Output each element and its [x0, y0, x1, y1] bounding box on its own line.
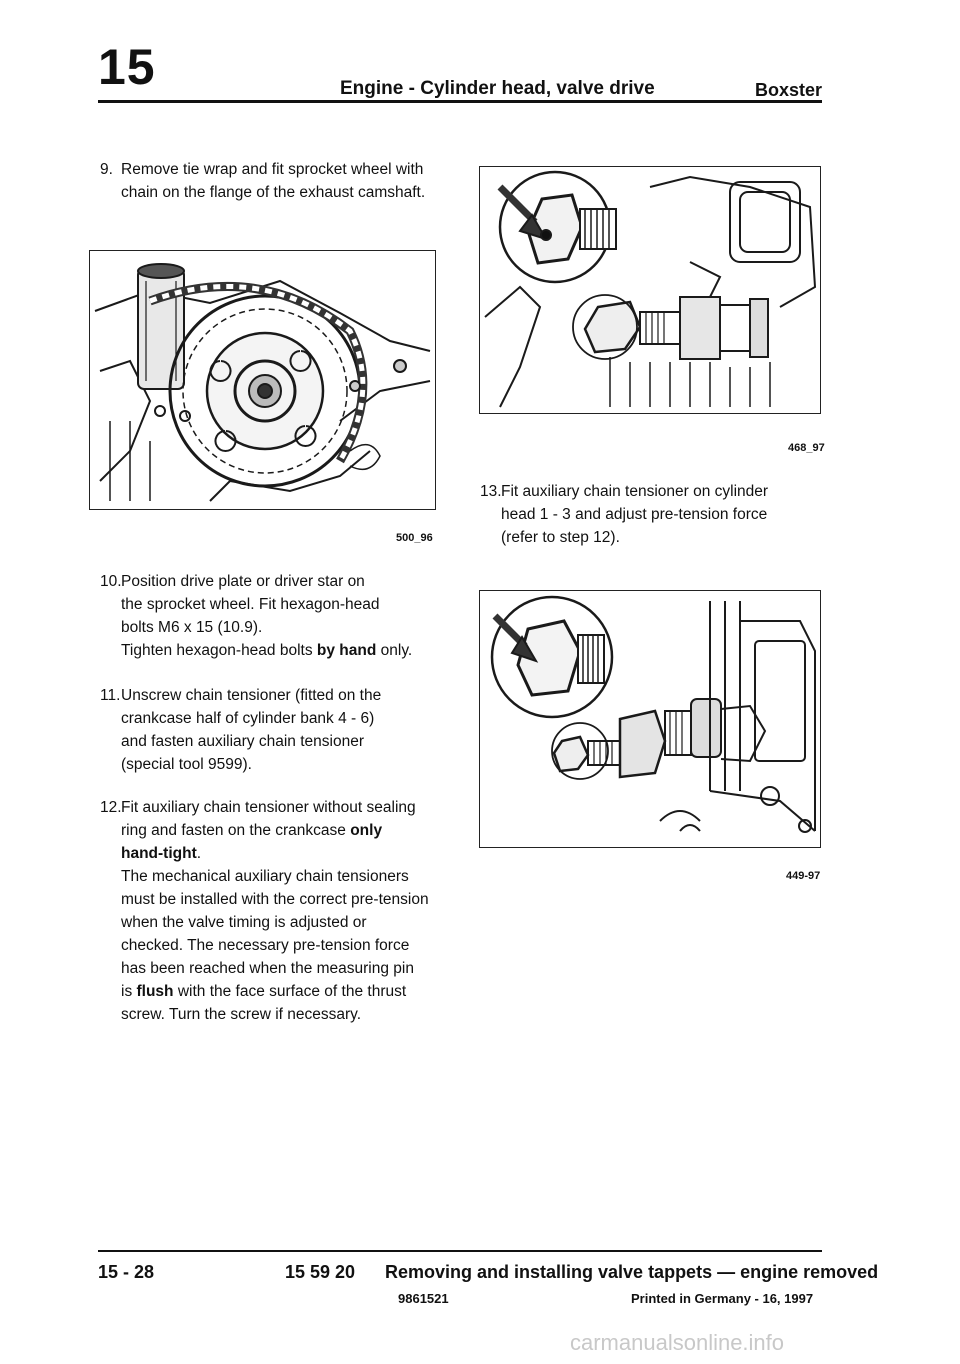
- step-line: when the valve timing is adjusted or: [121, 914, 367, 931]
- chapter-number: 15: [98, 39, 156, 95]
- step-line: Unscrew chain tensioner (fitted on the: [121, 687, 382, 704]
- text-run: ring and fasten on the crankcase: [121, 822, 351, 839]
- step-line: and fasten auxiliary chain tensioner: [121, 733, 364, 750]
- step-9: [100, 158, 440, 204]
- header-rule: [98, 100, 822, 103]
- header-title: Engine - Cylinder head, valve drive: [340, 78, 655, 99]
- step-line: The mechanical auxiliary chain tensioners: [121, 868, 409, 885]
- step-line: [121, 639, 440, 662]
- step-line: [121, 819, 445, 842]
- step-13: [480, 480, 820, 549]
- figure-sprocket-chain: [89, 250, 436, 510]
- section-code: 15 59 20: [285, 1262, 356, 1282]
- step-number: 11.: [100, 687, 121, 704]
- step-line: Fit auxiliary chain tensioner on cylinder: [501, 483, 769, 500]
- step-line: the sprocket wheel. Fit hexagon-head: [121, 596, 380, 613]
- watermark: carmanualsonline.info: [570, 1330, 785, 1355]
- step-line: (refer to step 12).: [501, 529, 620, 546]
- text-run: is: [121, 983, 137, 1000]
- step-line: screw. Turn the screw if necessary.: [121, 1006, 362, 1023]
- page-number: 15 - 28: [98, 1262, 155, 1282]
- step-10: [100, 570, 440, 662]
- header-model: Boxster: [755, 80, 823, 100]
- figure-tensioner-bank-4-6: [479, 590, 821, 848]
- step-number: 10.: [100, 573, 122, 590]
- figure-id: 468_97: [788, 442, 825, 454]
- text-run: only.: [376, 642, 413, 659]
- step-line: [121, 980, 445, 1003]
- emphasis: hand-tight: [121, 845, 197, 862]
- step-line: Position drive plate or driver star on: [121, 573, 365, 590]
- step-number: 9.: [100, 161, 113, 178]
- step-line: (special tool 9599).: [121, 756, 252, 773]
- step-line: Fit auxiliary chain tensioner without sealing: [121, 799, 416, 816]
- footer-rule: [98, 1250, 822, 1252]
- tensioner-illustration: [480, 591, 820, 847]
- section-title: Removing and installing valve tappets — engine removed: [385, 1262, 879, 1282]
- text-run: .: [196, 845, 202, 862]
- step-line: chain on the flange of the exhaust camshaft.: [121, 184, 426, 201]
- sprocket-illustration: [90, 251, 435, 509]
- step-line: checked. The necessary pre-tension force: [121, 937, 410, 954]
- emphasis: flush: [136, 983, 174, 1000]
- print-info: Printed in Germany - 16, 1997: [631, 1291, 814, 1306]
- emphasis: by hand: [316, 642, 377, 659]
- figure-id: 500_96: [396, 532, 433, 544]
- figure-id: 449-97: [786, 870, 821, 882]
- step-line: [121, 842, 445, 865]
- emphasis: only: [350, 822, 383, 839]
- step-number: 13.: [480, 483, 502, 500]
- figure-tensioner-bank-1-3: [479, 166, 821, 414]
- step-line: must be installed with the correct pre-tension: [121, 891, 429, 908]
- text-run: Tighten hexagon-head bolts: [121, 642, 317, 659]
- step-number: 12.: [100, 799, 122, 816]
- step-line: bolts M6 x 15 (10.9).: [121, 619, 263, 636]
- step-line: has been reached when the measuring pin: [121, 960, 414, 977]
- part-number: 9861521: [398, 1291, 449, 1306]
- step-line: Remove tie wrap and fit sprocket wheel with: [121, 161, 424, 178]
- tensioner-illustration: [480, 167, 820, 413]
- step-12: [100, 796, 445, 1026]
- step-11: [100, 684, 440, 776]
- step-line: crankcase half of cylinder bank 4 - 6): [121, 710, 375, 727]
- text-run: with the face surface of the thrust: [173, 983, 407, 1000]
- step-line: head 1 - 3 and adjust pre-tension force: [501, 506, 768, 523]
